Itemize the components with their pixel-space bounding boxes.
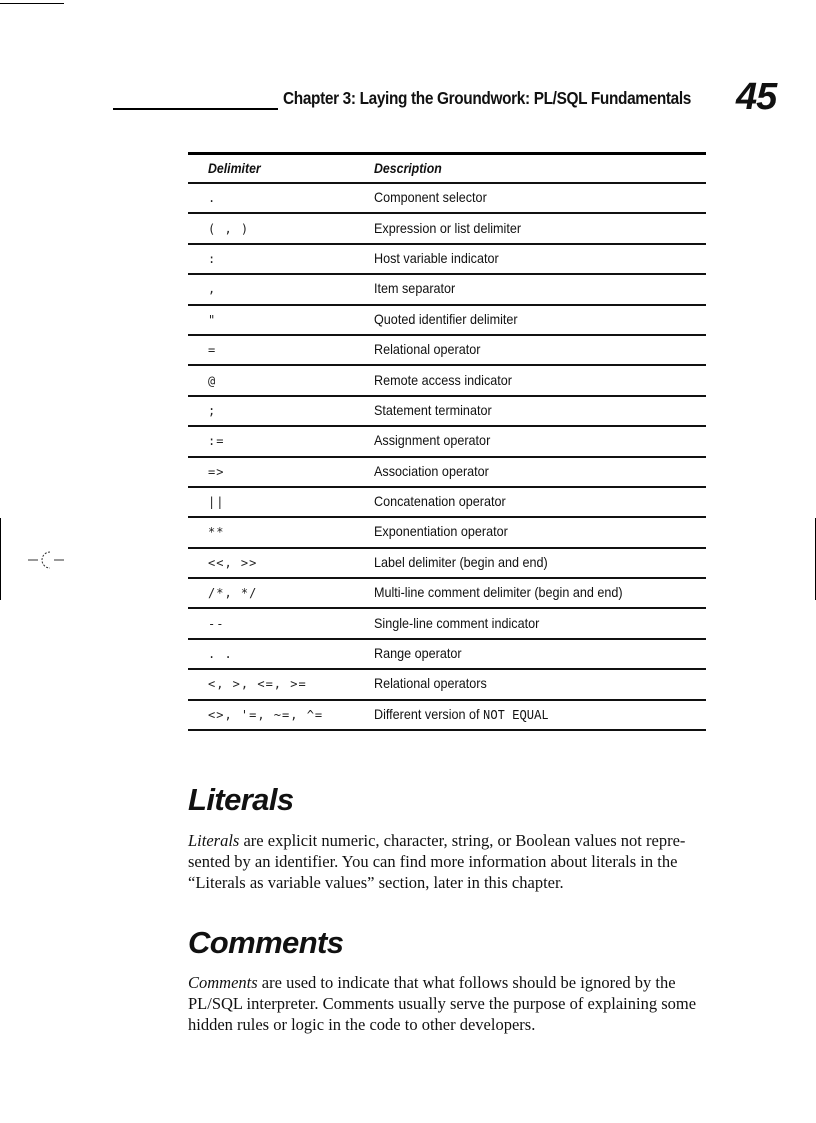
delimiter-cell: || — [208, 495, 225, 510]
description-text: Statement terminator — [374, 401, 492, 418]
literals-body: are explicit numeric, character, string, or Boolean values not repre-sented by an identifier. You can find more information about literals in the “Literals as variable values” section, later in this chapter. — [188, 831, 686, 892]
delimiter-cell: @ — [208, 373, 217, 388]
description-cell — [374, 311, 518, 327]
table-row — [188, 336, 706, 366]
table-row — [188, 214, 706, 244]
description-cell — [374, 189, 487, 205]
description-text: Label delimiter (begin and end) — [374, 553, 548, 570]
description-text: Single-line comment indicator — [374, 614, 540, 631]
table-body — [188, 184, 706, 731]
crop-mark-top — [0, 3, 64, 4]
description-text: Range operator — [374, 645, 462, 662]
description-cell — [374, 584, 623, 600]
description-code: NOT EQUAL — [483, 708, 549, 724]
delimiter-cell: <, >, <=, >= — [208, 677, 307, 692]
description-text: Expression or list delimiter — [374, 219, 522, 236]
delimiter-cell: " — [208, 312, 217, 327]
description-text: Different version of — [374, 705, 484, 722]
description-text: Exponentiation operator — [374, 523, 508, 540]
registration-mark-icon — [26, 548, 66, 572]
table-row — [188, 458, 706, 488]
page-number: 45 — [736, 76, 777, 118]
description-cell — [374, 402, 492, 418]
table-row — [188, 275, 706, 305]
description-text: Association operator — [374, 462, 489, 479]
description-cell — [374, 372, 512, 388]
comments-term: Comments — [188, 973, 258, 992]
delimiter-cell: => — [208, 464, 225, 479]
delimiter-cell: /*, */ — [208, 586, 258, 601]
description-cell — [374, 250, 499, 266]
delimiter-cell: = — [208, 343, 217, 358]
description-text: Concatenation operator — [374, 493, 506, 510]
comments-body: are used to indicate that what follows should be ignored by the PL/SQL interpreter. Comments usually serve the purpose of explaining some hidden rules or logic in the code to other developers. — [188, 973, 697, 1034]
table-row — [188, 488, 706, 518]
delimiter-cell: , — [208, 282, 217, 297]
description-text: Relational operators — [374, 675, 487, 692]
delimiter-cell: <>, '=, ~=, ^= — [208, 707, 324, 722]
delimiter-cell: ( , ) — [208, 221, 250, 236]
literals-heading: Literals — [188, 782, 294, 817]
table-row — [188, 184, 706, 214]
description-cell — [374, 675, 487, 691]
description-cell — [374, 493, 506, 509]
delimiter-cell: ; — [208, 403, 217, 418]
description-text: Relational operator — [374, 341, 481, 358]
description-cell — [374, 220, 521, 236]
description-text: Host variable indicator — [374, 249, 499, 266]
header-delimiter: Delimiter — [208, 159, 261, 176]
delimiter-cell: -- — [208, 616, 225, 631]
delimiter-table — [188, 152, 706, 731]
header-rule — [113, 108, 278, 110]
table-row — [188, 306, 706, 336]
description-text: Assignment operator — [374, 432, 491, 449]
description-cell — [374, 615, 539, 631]
table-row — [188, 670, 706, 700]
table-row — [188, 579, 706, 609]
delimiter-cell: . . — [208, 647, 233, 662]
literals-paragraph — [188, 830, 708, 893]
description-text: Remote access indicator — [374, 371, 512, 388]
table-header-row — [188, 155, 706, 184]
literals-term: Literals — [188, 831, 240, 850]
description-cell — [374, 432, 490, 448]
table-row — [188, 609, 706, 639]
delimiter-cell: : — [208, 251, 217, 266]
description-cell — [374, 280, 455, 296]
description-text: Component selector — [374, 189, 487, 206]
description-text: Multi-line comment delimiter (begin and end) — [374, 584, 623, 601]
table-row — [188, 427, 706, 457]
table-row — [188, 640, 706, 670]
table-row — [188, 518, 706, 548]
delimiter-cell: := — [208, 434, 225, 449]
header-description: Description — [374, 159, 442, 176]
description-cell — [374, 523, 508, 539]
delimiter-cell: . — [208, 191, 217, 206]
table-row — [188, 549, 706, 579]
crop-mark-left — [0, 518, 1, 600]
description-cell — [374, 645, 462, 661]
comments-heading: Comments — [188, 925, 344, 960]
table-row — [188, 245, 706, 275]
table-row — [188, 397, 706, 427]
description-cell — [374, 463, 489, 479]
description-text: Item separator — [374, 280, 456, 297]
table-row — [188, 701, 706, 731]
comments-paragraph — [188, 972, 708, 1035]
running-head: Chapter 3: Laying the Groundwork: PL/SQL Fundamentals — [283, 88, 692, 108]
delimiter-cell: <<, >> — [208, 555, 258, 570]
description-cell — [374, 706, 549, 724]
table-row — [188, 366, 706, 396]
description-cell — [374, 554, 548, 570]
delimiter-cell: ** — [208, 525, 225, 540]
description-text: Quoted identifier delimiter — [374, 310, 518, 327]
description-cell — [374, 341, 480, 357]
